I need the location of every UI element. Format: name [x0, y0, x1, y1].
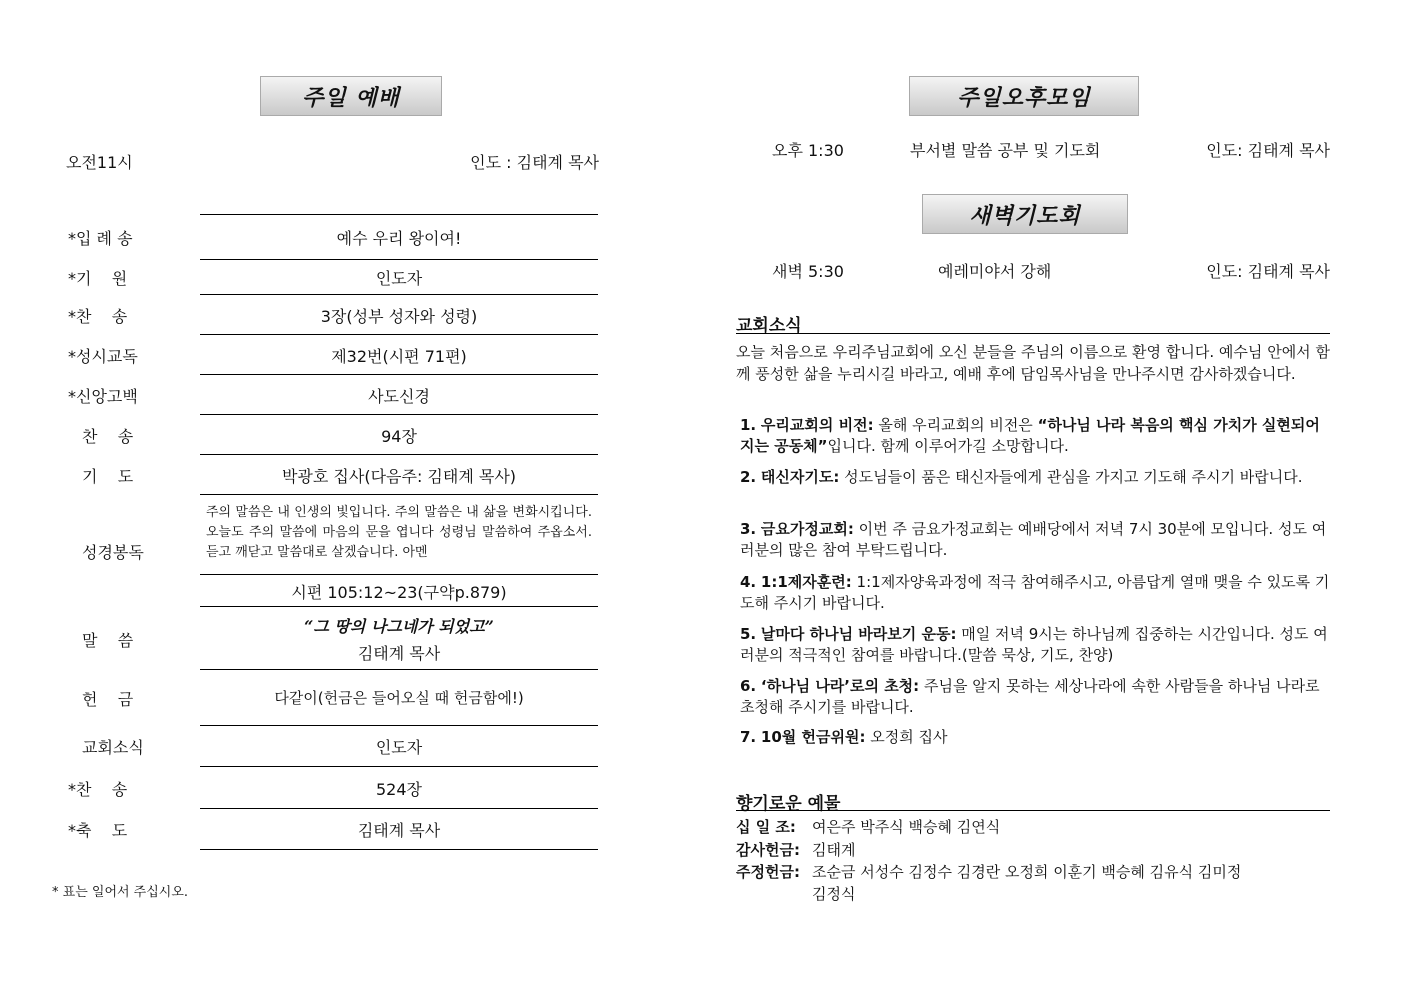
order-value-benediction: 김태계 목사 [357, 821, 441, 840]
news-item-4 [740, 572, 1330, 614]
offering-label-tithe: 십 일 조: [736, 818, 796, 836]
news-item-6 [740, 676, 1330, 718]
order-value-prayer: 박광호 집사(다음주: 김태계 목사) [281, 467, 517, 486]
news-item-num: 6. [740, 677, 757, 695]
order-value-hymn2: 94장 [381, 427, 417, 446]
news-item-num: 1. [740, 416, 757, 434]
order-value-news: 인도자 [375, 738, 423, 757]
order-line [200, 766, 598, 767]
news-intro: 오늘 처음으로 우리주님교회에 오신 분들을 주님의 이름으로 환영 합니다. 예수님 안에서 함께 풍성한 삶을 누리시길 바라고, 예배 후에 담임목사님을 만나주시면 감사하겠습니다. [736, 343, 1330, 383]
worship-time: 오전11시 [66, 153, 133, 172]
dawn-prayer-banner [922, 194, 1128, 234]
order-line [200, 454, 598, 455]
sunday-worship-title: 주일 예배 [302, 84, 400, 111]
news-item-body: 1:1제자양육과정에 적극 참여해주시고, 아름답게 열매 맺을 수 있도록 기도해 주시기 바랍니다. [740, 573, 1330, 612]
order-label-invocation: *기 원 [68, 269, 128, 288]
afternoon-leader: 인도: 김태계 목사 [1206, 141, 1330, 160]
news-item-tail: 입니다. 함께 이루어가길 소망합니다. [827, 437, 1069, 455]
news-item-2 [740, 467, 1330, 488]
sermon-preacher: 김태계 목사 [357, 644, 441, 663]
order-value-hymn3: 524장 [376, 780, 422, 799]
order-value-invocation: 인도자 [375, 269, 423, 288]
dawn-time: 새벽 5:30 [772, 262, 844, 281]
news-item-num: 4. [740, 573, 757, 591]
standing-note: * 표는 일어서 주십시오. [52, 885, 189, 900]
news-title-underline [736, 333, 1330, 334]
news-item-num: 3. [740, 520, 757, 538]
order-label-hymn2: 찬 송 [82, 427, 134, 446]
news-item-1 [740, 415, 1330, 457]
offering-names-weekly-cont: 김정식 [812, 885, 856, 903]
order-line [200, 808, 598, 809]
news-item-head: 날마다 하나님 바라보기 운동: [760, 625, 957, 643]
news-item-body: 이번 주 금요가정교회는 예배당에서 저녁 7시 30분에 모입니다. 성도 여러분의 많은 참여 부탁드립니다. [740, 520, 1327, 559]
news-item-body: 매일 저녁 9시는 하나님께 집중하는 시간입니다. 성도 여러분의 적극적인 참여를 바랍니다.(말씀 묵상, 기도, 찬양) [740, 625, 1328, 664]
order-line [200, 849, 598, 850]
order-line [200, 294, 598, 295]
news-item-head: 우리교회의 비전: [760, 416, 874, 434]
sermon-title: “그 땅의 나그네가 되었고” [304, 617, 494, 636]
worship-leader: 인도 : 김태계 목사 [470, 153, 599, 172]
afternoon-meeting-title: 주일오후모임 [957, 84, 1091, 111]
order-value-responsive-reading: 제32번(시편 71편) [331, 347, 467, 366]
order-label-hymn1: *찬 송 [68, 307, 128, 326]
order-label-news: 교회소식 [82, 738, 144, 757]
news-item-head: 1:1제자훈련: [760, 573, 852, 591]
offering-names-tithe: 여은주 박주식 백승혜 김연식 [812, 818, 1001, 836]
order-label-prayer: 기 도 [82, 467, 134, 486]
order-label-creed: *신앙고백 [68, 387, 138, 406]
news-item-body: 오정희 집사 [870, 728, 948, 746]
afternoon-time: 오후 1:30 [772, 141, 844, 160]
church-news-title: 교회소식 [736, 316, 802, 336]
dawn-desc: 예레미야서 강해 [938, 262, 1052, 281]
order-line [200, 574, 598, 575]
offering-label-thanks: 감사헌금: [736, 841, 800, 859]
order-label-benediction: *축 도 [68, 821, 128, 840]
news-item-head: 금요가정교회: [760, 520, 854, 538]
news-item-head: 태신자기도: [760, 468, 840, 486]
news-item-strong: “하나님 나라 복음의 핵심 가치가 실현되어지는 공동체” [740, 416, 1320, 455]
offering-title: 향기로운 예물 [736, 794, 841, 814]
order-line [200, 414, 598, 415]
order-label-offering: 헌 금 [82, 690, 134, 709]
offering-label-weekly: 주정헌금: [736, 863, 800, 881]
news-item-body: 올해 우리교회의 비전은 [878, 416, 1033, 434]
afternoon-meeting-banner [909, 76, 1139, 116]
news-item-head: ‘하나님 나라’로의 초청: [760, 677, 920, 695]
offering-names-thanks: 김태계 [812, 841, 856, 859]
order-label-entrance: *입 례 송 [68, 229, 133, 248]
order-line [200, 334, 598, 335]
offering-title-underline [736, 810, 1330, 811]
order-label-hymn3: *찬 송 [68, 780, 128, 799]
order-value-scripture-ref: 시편 105:12~23(구약p.879) [291, 583, 507, 602]
order-value-hymn1: 3장(성부 성자와 성령) [320, 307, 478, 326]
order-line [200, 214, 598, 215]
order-label-scripture: 성경봉독 [82, 543, 144, 562]
news-item-7 [740, 727, 1330, 748]
news-item-num: 2. [740, 468, 757, 486]
order-line [200, 606, 598, 607]
order-line [200, 374, 598, 375]
order-line [200, 669, 598, 670]
afternoon-desc: 부서별 말씀 공부 및 기도회 [910, 141, 1101, 160]
news-item-3 [740, 519, 1330, 561]
order-label-responsive-reading: *성시교독 [68, 347, 138, 366]
news-item-body: 주님을 알지 못하는 세상나라에 속한 사람들을 하나님 나라로 초청해 주시기를 바랍니다. [740, 677, 1320, 716]
scripture-prayer-text: 주의 말씀은 내 인생의 빛입니다. 주의 말씀은 내 삶을 변화시킵니다. 오늘도 주의 말씀에 마음의 문을 엽니다 성령님 말씀하여 주옵소서. 듣고 깨닫고 말씀대로 살겠습니다. 아멘 [206, 505, 592, 560]
order-value-entrance: 예수 우리 왕이여! [336, 229, 462, 248]
order-line [200, 725, 598, 726]
order-line [200, 259, 598, 260]
news-item-body: 성도님들이 품은 태신자들에게 관심을 가지고 기도해 주시기 바랍니다. [844, 468, 1303, 486]
news-item-5 [740, 624, 1330, 666]
order-line [200, 494, 598, 495]
news-item-head: 10월 헌금위원: [760, 728, 866, 746]
order-label-sermon: 말 씀 [82, 631, 134, 650]
order-value-creed: 사도신경 [368, 387, 430, 406]
news-item-num: 5. [740, 625, 757, 643]
dawn-leader: 인도: 김태계 목사 [1206, 262, 1330, 281]
sunday-worship-banner [260, 76, 442, 116]
news-item-num: 7. [740, 728, 757, 746]
dawn-prayer-title: 새벽기도회 [969, 202, 1081, 229]
order-value-offering: 다같이(헌금은 들어오실 때 헌금함에!) [274, 689, 524, 707]
offering-names-weekly: 조순금 서성수 김정수 김경란 오정희 이훈기 백승혜 김유식 김미정 [812, 863, 1242, 881]
